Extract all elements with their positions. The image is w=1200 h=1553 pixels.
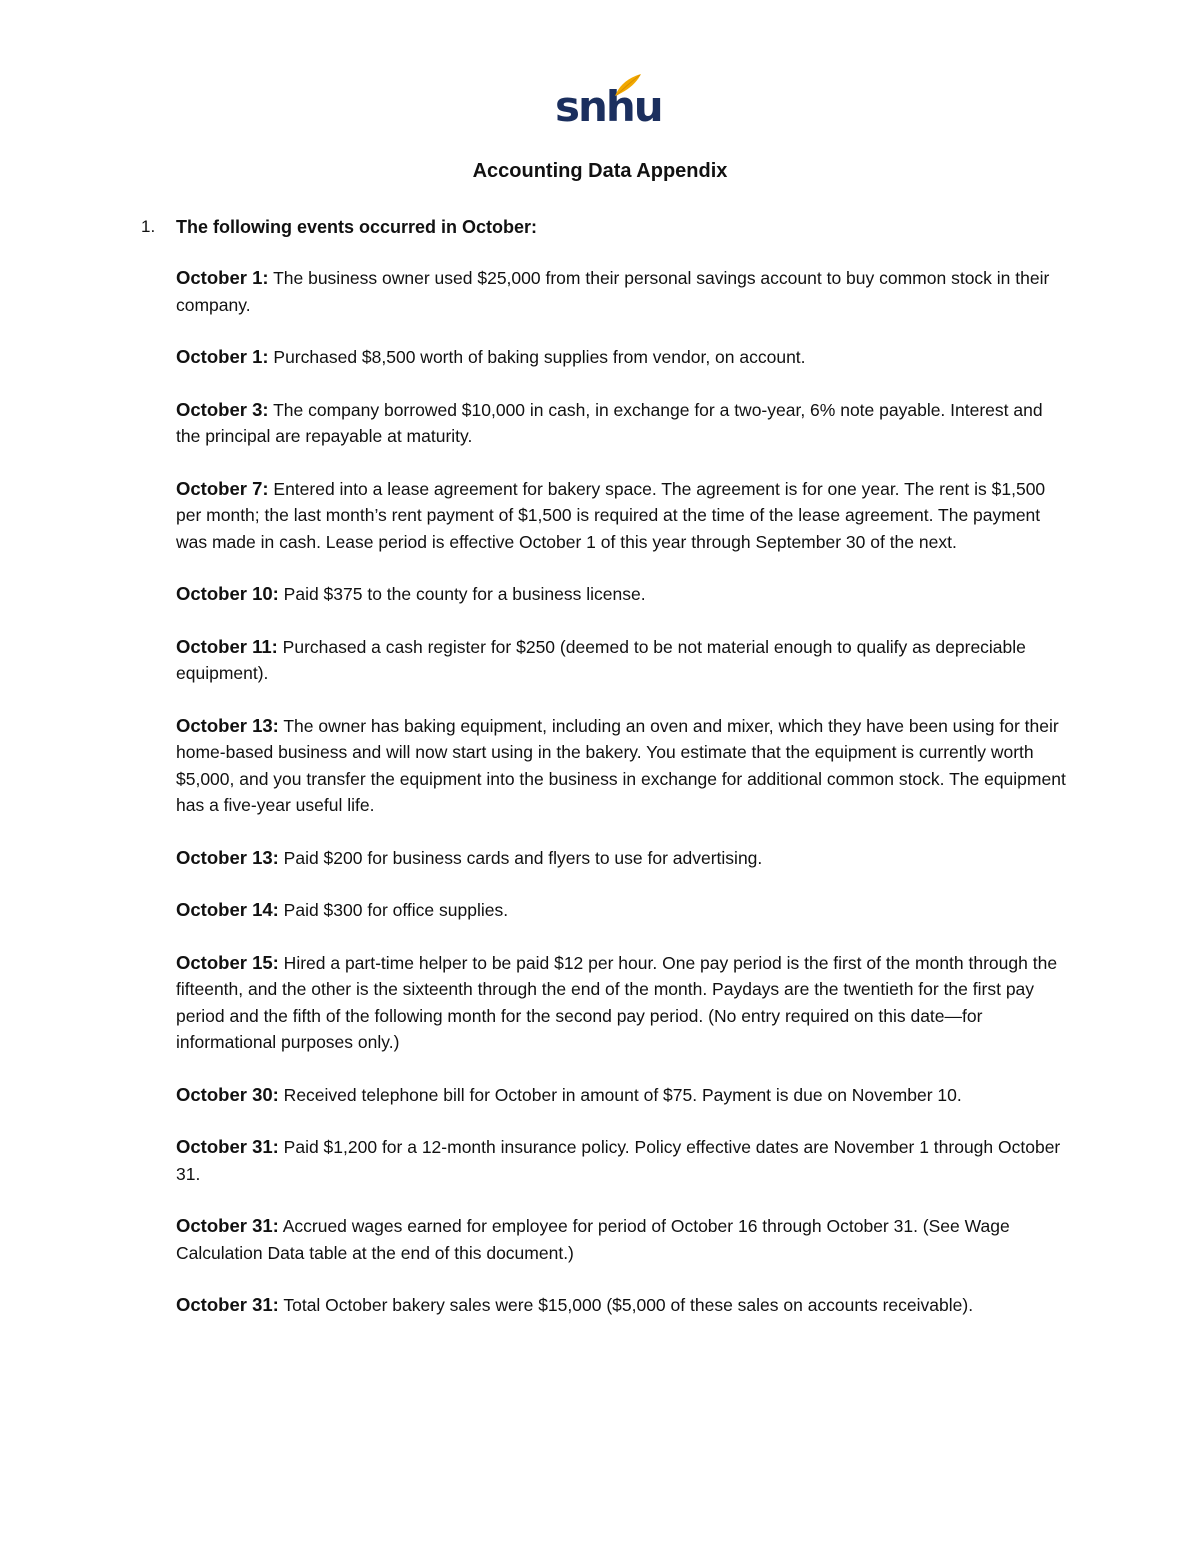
event-item (176, 1292, 1066, 1319)
event-item (176, 897, 1066, 924)
event-description: Paid $300 for office supplies. (278, 900, 509, 920)
event-item (176, 634, 1066, 687)
event-description: The company borrowed $10,000 in cash, in exchange for a two-year, 6% note payable. Interest and the principal are repayable at maturity. (176, 399, 1043, 446)
event-date: October 7: (176, 477, 269, 499)
event-description: Paid $375 to the county for a business license. (278, 584, 646, 604)
events-list (176, 265, 1066, 1345)
event-date: October 30: (176, 1083, 279, 1105)
event-date: October 31: (176, 1215, 279, 1236)
event-date: October 11: (176, 635, 278, 657)
event-date: October 1: (176, 346, 269, 367)
event-item (176, 1213, 1066, 1266)
event-description: Entered into a lease agreement for bakery space. The agreement is for one year. The rent is $1,500 per month; the last month’s rent payment of $1,500 is required at the time of the lease agreement. The payment was made in cash. Lease period is effective October 1 of this year through September 30 of the next. (176, 478, 1046, 552)
event-item (176, 1082, 1066, 1109)
event-item (176, 713, 1066, 819)
event-date: October 1: (176, 267, 269, 288)
event-date: October 31: (176, 1136, 279, 1157)
event-item (176, 344, 1066, 371)
event-description: Paid $200 for business cards and flyers to use for advertising. (278, 847, 763, 868)
logo-wordmark: snhu (555, 82, 662, 131)
event-date: October 31: (176, 1294, 279, 1315)
event-date: October 10: (176, 583, 279, 604)
event-description: Purchased $8,500 worth of baking supplies from vendor, on account. (268, 347, 806, 367)
event-item (176, 476, 1066, 556)
list-number: 1. (141, 217, 156, 236)
section-heading: The following events occurred in October: (176, 217, 538, 237)
event-item (176, 397, 1066, 450)
event-description: Received telephone bill for October in amount of $75. Payment is due on November 10. (278, 1084, 962, 1105)
event-item (176, 950, 1066, 1056)
event-description: Purchased a cash register for $250 (deemed to be not material enough to qualify as depreciable equipment). (176, 636, 1026, 683)
event-item (176, 581, 1066, 608)
event-date: October 15: (176, 951, 279, 973)
event-description: Total October bakery sales were $15,000 ($5,000 of these sales on accounts receivable). (278, 1295, 974, 1315)
event-date: October 3: (176, 398, 269, 420)
document-title: Accounting Data Appendix (472, 160, 728, 182)
leaf-icon (613, 72, 643, 98)
event-description: Accrued wages earned for employee for period of October 16 through October 31. (See Wage Calculation Data table at the end of this document.) (176, 1216, 1010, 1263)
event-description: Paid $1,200 for a 12-month insurance policy. Policy effective dates are November 1 through October 31. (176, 1137, 1061, 1184)
event-description: Hired a part-time helper to be paid $12 per hour. One pay period is the first of the month through the fifteenth, and the other is the sixteenth through the end of the month. Paydays are the twentieth for the first pay period and the fifth of the following month for the second pay period. (No entry required on this date—for informational purposes only.) (176, 952, 1058, 1052)
event-item (176, 1134, 1066, 1187)
event-item (176, 845, 1066, 872)
event-item (176, 265, 1066, 318)
snhu-logo (555, 72, 662, 134)
event-date: October 13: (176, 714, 279, 736)
event-description: The owner has baking equipment, including an oven and mixer, which they have been using for their home-based business and will now start using in the bakery. You estimate that the equipment is currently worth $5,000, and you transfer the equipment into the business in exchange for additional common stock. The equipment has a five-year useful life. (176, 715, 1066, 815)
event-date: October 14: (176, 899, 279, 920)
event-date: October 13: (176, 846, 279, 868)
event-description: The business owner used $25,000 from their personal savings account to buy common stock in their company. (176, 268, 1050, 315)
